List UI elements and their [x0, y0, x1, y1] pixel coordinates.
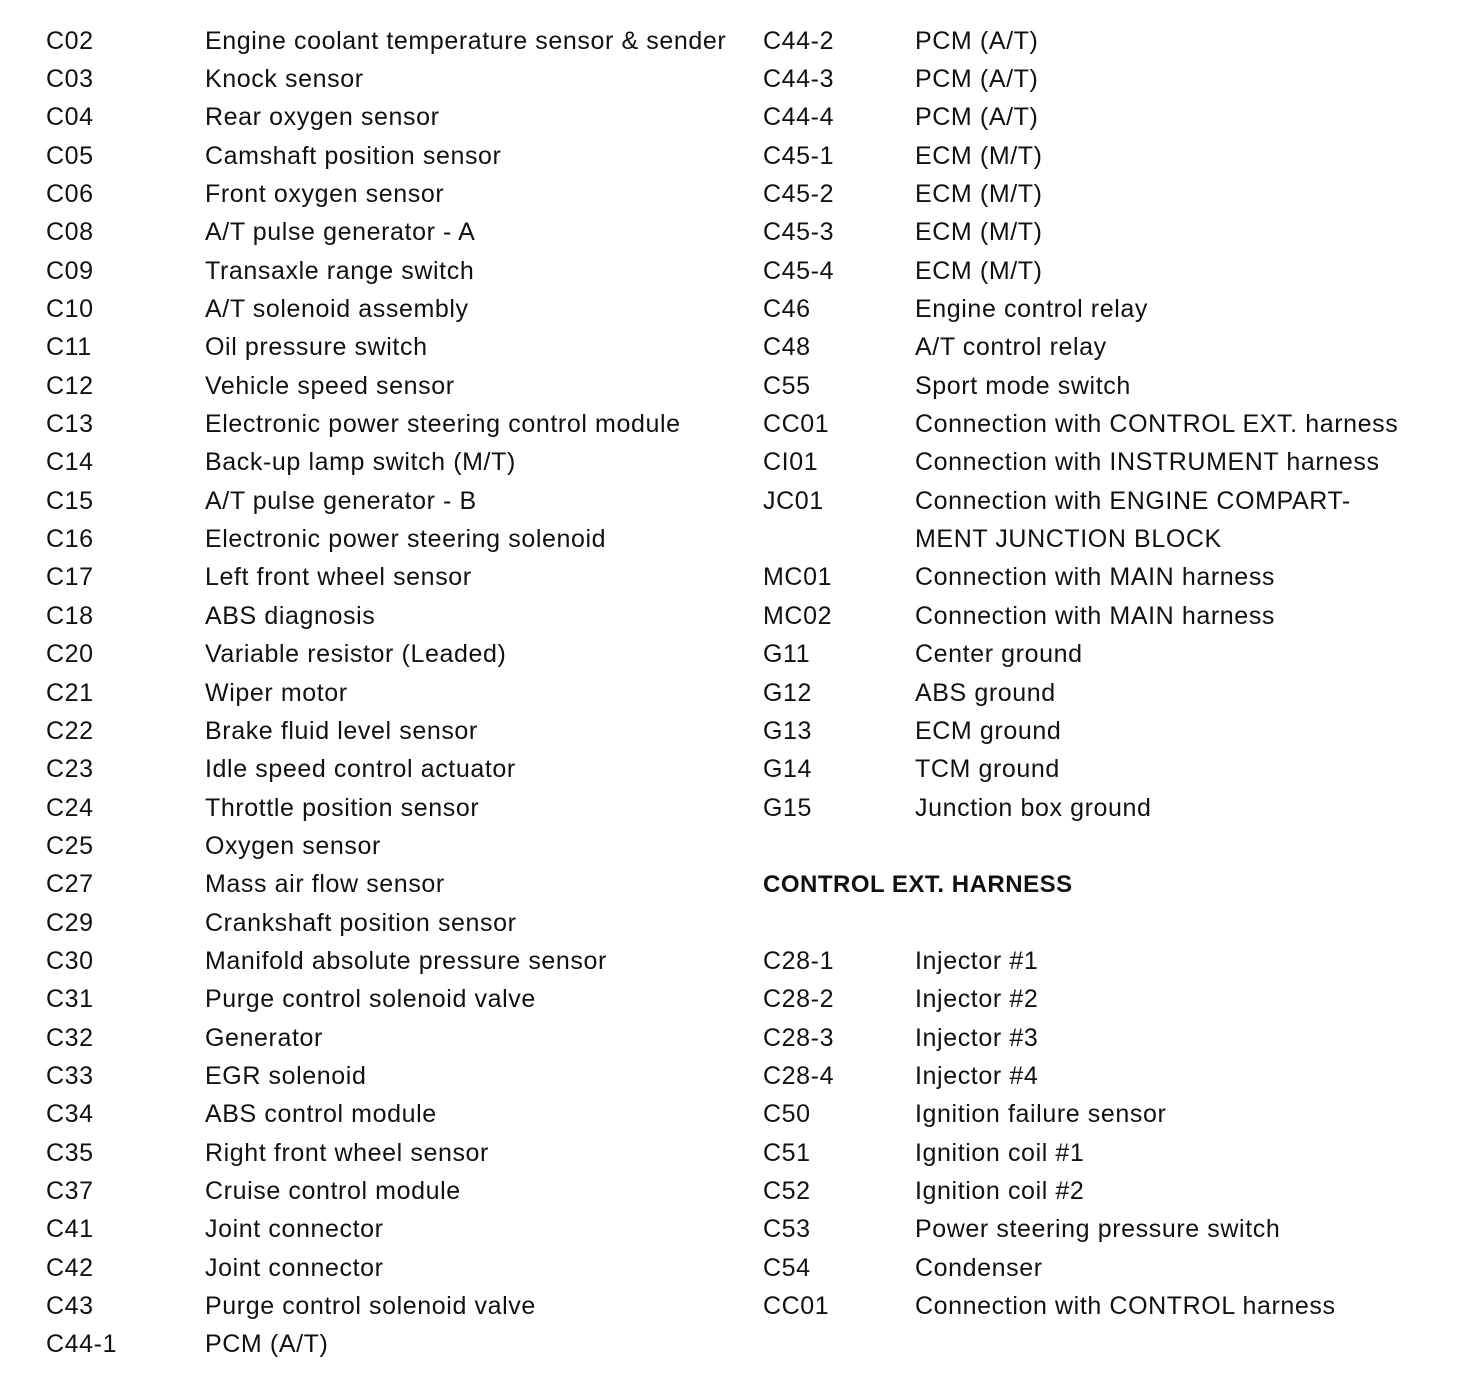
- connector-description: Oxygen sensor: [205, 831, 381, 860]
- connector-code: C11: [46, 333, 92, 362]
- connector-code: C28-1: [763, 946, 835, 975]
- connector-code: C42: [46, 1253, 94, 1282]
- connector-description: Connection with INSTRUMENT harness: [915, 448, 1380, 477]
- connector-description: Wiper motor: [205, 678, 348, 707]
- section-spacer: [763, 827, 1463, 865]
- connector-description: Sport mode switch: [915, 371, 1131, 400]
- connector-description: Brake fluid level sensor: [205, 716, 478, 745]
- list-item: [46, 367, 746, 405]
- list-item: [46, 99, 746, 137]
- connector-description: Purge control solenoid valve: [205, 985, 536, 1014]
- list-item: [763, 520, 1463, 558]
- connector-code: C45-2: [763, 180, 835, 209]
- connector-description: Electronic power steering solenoid: [205, 525, 607, 554]
- connector-code: C13: [46, 410, 94, 439]
- list-item: [46, 1249, 746, 1287]
- connector-description: Joint connector: [205, 1215, 384, 1244]
- list-item: [763, 559, 1463, 597]
- list-item: [763, 329, 1463, 367]
- connector-description: Injector #1: [915, 946, 1039, 975]
- connector-code: C25: [46, 831, 94, 860]
- connector-description: TCM ground: [915, 755, 1060, 784]
- section-heading: CONTROL EXT. HARNESS: [763, 870, 1073, 898]
- list-item: [763, 214, 1463, 252]
- left-connector-list: [46, 22, 746, 1364]
- connector-description: Purge control solenoid valve: [205, 1292, 536, 1321]
- list-item: [46, 981, 746, 1019]
- connector-description: Injector #3: [915, 1023, 1039, 1052]
- list-item: [46, 597, 746, 635]
- list-item: [46, 290, 746, 328]
- connector-code: C35: [46, 1138, 94, 1167]
- connector-description: A/T pulse generator - B: [205, 486, 477, 515]
- list-item: [763, 981, 1463, 1019]
- list-item: [46, 1172, 746, 1210]
- connector-description: ECM (M/T): [915, 180, 1043, 209]
- connector-code: C44-3: [763, 65, 835, 94]
- list-item: [763, 252, 1463, 290]
- list-item: [46, 942, 746, 980]
- connector-code: C51: [763, 1138, 811, 1167]
- list-item: [46, 712, 746, 750]
- connector-code: C04: [46, 103, 94, 132]
- list-item: [763, 1211, 1463, 1249]
- connector-description: Manifold absolute pressure sensor: [205, 946, 607, 975]
- connector-description: Generator: [205, 1023, 323, 1052]
- list-item: [46, 1057, 746, 1095]
- list-item: [763, 1287, 1463, 1325]
- list-item: [763, 175, 1463, 213]
- connector-description: ABS control module: [205, 1100, 437, 1129]
- connector-code: G14: [763, 755, 813, 784]
- connector-description: Center ground: [915, 640, 1083, 669]
- connector-code: C45-1: [763, 141, 835, 170]
- list-item: [46, 1096, 746, 1134]
- connector-code: C37: [46, 1176, 94, 1205]
- connector-description: Rear oxygen sensor: [205, 103, 440, 132]
- connector-description: Connection with CONTROL harness: [915, 1292, 1336, 1321]
- connector-code: C05: [46, 141, 94, 170]
- list-item: [763, 1096, 1463, 1134]
- list-item: [763, 405, 1463, 443]
- list-item: [763, 367, 1463, 405]
- list-item: [46, 405, 746, 443]
- connector-description: Left front wheel sensor: [205, 563, 472, 592]
- list-item: [763, 636, 1463, 674]
- connector-code: C23: [46, 755, 94, 784]
- connector-code: JC01: [763, 486, 824, 515]
- connector-code: C27: [46, 870, 94, 899]
- connector-description: ABS ground: [915, 678, 1056, 707]
- connector-code: C44-1: [46, 1330, 118, 1359]
- connector-description: Ignition failure sensor: [915, 1100, 1167, 1129]
- connector-code: C08: [46, 218, 94, 247]
- connector-description: Knock sensor: [205, 65, 364, 94]
- list-item: [763, 137, 1463, 175]
- connector-description: Vehicle speed sensor: [205, 371, 455, 400]
- connector-code: C52: [763, 1176, 811, 1205]
- list-item: [46, 252, 746, 290]
- list-item: [46, 22, 746, 60]
- list-item: [763, 444, 1463, 482]
- connector-description: Junction box ground: [915, 793, 1152, 822]
- connector-code: C44-4: [763, 103, 835, 132]
- list-item: [46, 520, 746, 558]
- connector-code: C45-4: [763, 256, 835, 285]
- list-item: [763, 482, 1463, 520]
- section-spacer: [763, 904, 1463, 942]
- list-item: [46, 827, 746, 865]
- connector-description: A/T pulse generator - A: [205, 218, 476, 247]
- list-item: [46, 1326, 746, 1364]
- connector-code: C20: [46, 640, 94, 669]
- list-item: [763, 789, 1463, 827]
- list-item: [763, 1134, 1463, 1172]
- connector-description: Connection with MAIN harness: [915, 563, 1276, 592]
- connector-code: MC02: [763, 601, 833, 630]
- connector-description: Injector #4: [915, 1061, 1039, 1090]
- list-item: [46, 751, 746, 789]
- connector-description: ECM (M/T): [915, 256, 1043, 285]
- list-item: [46, 329, 746, 367]
- list-item: [46, 789, 746, 827]
- list-item: [763, 60, 1463, 98]
- connector-description: PCM (A/T): [205, 1330, 329, 1359]
- connector-code: CC01: [763, 410, 830, 439]
- list-item: [763, 290, 1463, 328]
- connector-code: C46: [763, 295, 811, 324]
- connector-code: C09: [46, 256, 94, 285]
- connector-description: Connection with ENGINE COMPART-: [915, 486, 1351, 515]
- list-item: [763, 1019, 1463, 1057]
- connector-description: Back-up lamp switch (M/T): [205, 448, 516, 477]
- connector-code: C21: [46, 678, 94, 707]
- connector-description: Oil pressure switch: [205, 333, 428, 362]
- connector-code: C30: [46, 946, 94, 975]
- connector-code: C17: [46, 563, 94, 592]
- list-item: [46, 904, 746, 942]
- connector-description: Ignition coil #1: [915, 1138, 1085, 1167]
- connector-description: Mass air flow sensor: [205, 870, 445, 899]
- connector-code: CC01: [763, 1292, 830, 1321]
- connector-code: C28-2: [763, 985, 835, 1014]
- list-item: [763, 597, 1463, 635]
- connector-code: C44-2: [763, 26, 835, 55]
- connector-code: C41: [46, 1215, 94, 1244]
- connector-description: Throttle position sensor: [205, 793, 480, 822]
- connector-code: C02: [46, 26, 94, 55]
- list-item: [763, 1249, 1463, 1287]
- connector-code: C32: [46, 1023, 94, 1052]
- connector-code: C06: [46, 180, 94, 209]
- connector-code: C18: [46, 601, 94, 630]
- connector-code: C50: [763, 1100, 811, 1129]
- connector-code: C29: [46, 908, 94, 937]
- list-item: [763, 751, 1463, 789]
- connector-description: Power steering pressure switch: [915, 1215, 1281, 1244]
- connector-description: Cruise control module: [205, 1176, 461, 1205]
- list-item: [763, 712, 1463, 750]
- list-item: [763, 99, 1463, 137]
- connector-description: Engine coolant temperature sensor & sender: [205, 26, 727, 55]
- connector-code: C03: [46, 65, 94, 94]
- connector-description: A/T solenoid assembly: [205, 295, 469, 324]
- connector-code: G15: [763, 793, 813, 822]
- list-item: [763, 942, 1463, 980]
- list-item: [46, 175, 746, 213]
- connector-description: ABS diagnosis: [205, 601, 376, 630]
- connector-code: C45-3: [763, 218, 835, 247]
- connector-code: C28-3: [763, 1023, 835, 1052]
- connector-code: C14: [46, 448, 94, 477]
- connector-code: MC01: [763, 563, 833, 592]
- list-item: [46, 1287, 746, 1325]
- list-item: [46, 559, 746, 597]
- connector-description: Condenser: [915, 1253, 1043, 1282]
- connector-code: G13: [763, 716, 813, 745]
- list-item: [46, 1134, 746, 1172]
- list-item: [46, 214, 746, 252]
- list-item: [763, 1172, 1463, 1210]
- connector-description: Right front wheel sensor: [205, 1138, 489, 1167]
- right-connector-list: [763, 22, 1463, 1326]
- connector-description: ECM (M/T): [915, 218, 1043, 247]
- connector-code: CI01: [763, 448, 819, 477]
- list-item: [46, 482, 746, 520]
- connector-description: Front oxygen sensor: [205, 180, 445, 209]
- connector-description: Crankshaft position sensor: [205, 908, 517, 937]
- connector-code: C12: [46, 371, 94, 400]
- connector-description: Transaxle range switch: [205, 256, 475, 285]
- connector-description: MENT JUNCTION BLOCK: [915, 525, 1222, 554]
- connector-code: C33: [46, 1061, 94, 1090]
- connector-code: C16: [46, 525, 94, 554]
- list-item: [46, 866, 746, 904]
- list-item: [46, 1019, 746, 1057]
- connector-code: C24: [46, 793, 94, 822]
- connector-description: Engine control relay: [915, 295, 1148, 324]
- connector-description: Idle speed control actuator: [205, 755, 516, 784]
- connector-description: Connection with CONTROL EXT. harness: [915, 410, 1399, 439]
- list-item: [46, 444, 746, 482]
- list-item: [46, 137, 746, 175]
- connector-code: C22: [46, 716, 94, 745]
- connector-description: Joint connector: [205, 1253, 384, 1282]
- connector-code: C31: [46, 985, 94, 1014]
- connector-code: C48: [763, 333, 811, 362]
- connector-code: C53: [763, 1215, 811, 1244]
- connector-description: ECM (M/T): [915, 141, 1043, 170]
- list-item: [46, 636, 746, 674]
- connector-code: G11: [763, 640, 811, 669]
- connector-code: G12: [763, 678, 813, 707]
- connector-description: PCM (A/T): [915, 26, 1039, 55]
- list-item: [46, 674, 746, 712]
- connector-code: C34: [46, 1100, 94, 1129]
- connector-description: Connection with MAIN harness: [915, 601, 1276, 630]
- connector-code: C15: [46, 486, 94, 515]
- connector-description: Ignition coil #2: [915, 1176, 1085, 1205]
- connector-description: A/T control relay: [915, 333, 1107, 362]
- connector-description: Electronic power steering control module: [205, 410, 681, 439]
- connector-description: PCM (A/T): [915, 103, 1039, 132]
- list-item: [763, 22, 1463, 60]
- connector-code: C54: [763, 1253, 811, 1282]
- connector-description: Injector #2: [915, 985, 1039, 1014]
- list-item: [763, 1057, 1463, 1095]
- connector-description: Variable resistor (Leaded): [205, 640, 507, 669]
- connector-code: C10: [46, 295, 94, 324]
- list-item: [46, 60, 746, 98]
- connector-code: C55: [763, 371, 811, 400]
- connector-code: C43: [46, 1292, 94, 1321]
- connector-description: PCM (A/T): [915, 65, 1039, 94]
- list-item: [46, 1211, 746, 1249]
- connector-code: C28-4: [763, 1061, 835, 1090]
- connector-description: EGR solenoid: [205, 1061, 367, 1090]
- list-item: [763, 674, 1463, 712]
- connector-description: Camshaft position sensor: [205, 141, 502, 170]
- connector-description: ECM ground: [915, 716, 1062, 745]
